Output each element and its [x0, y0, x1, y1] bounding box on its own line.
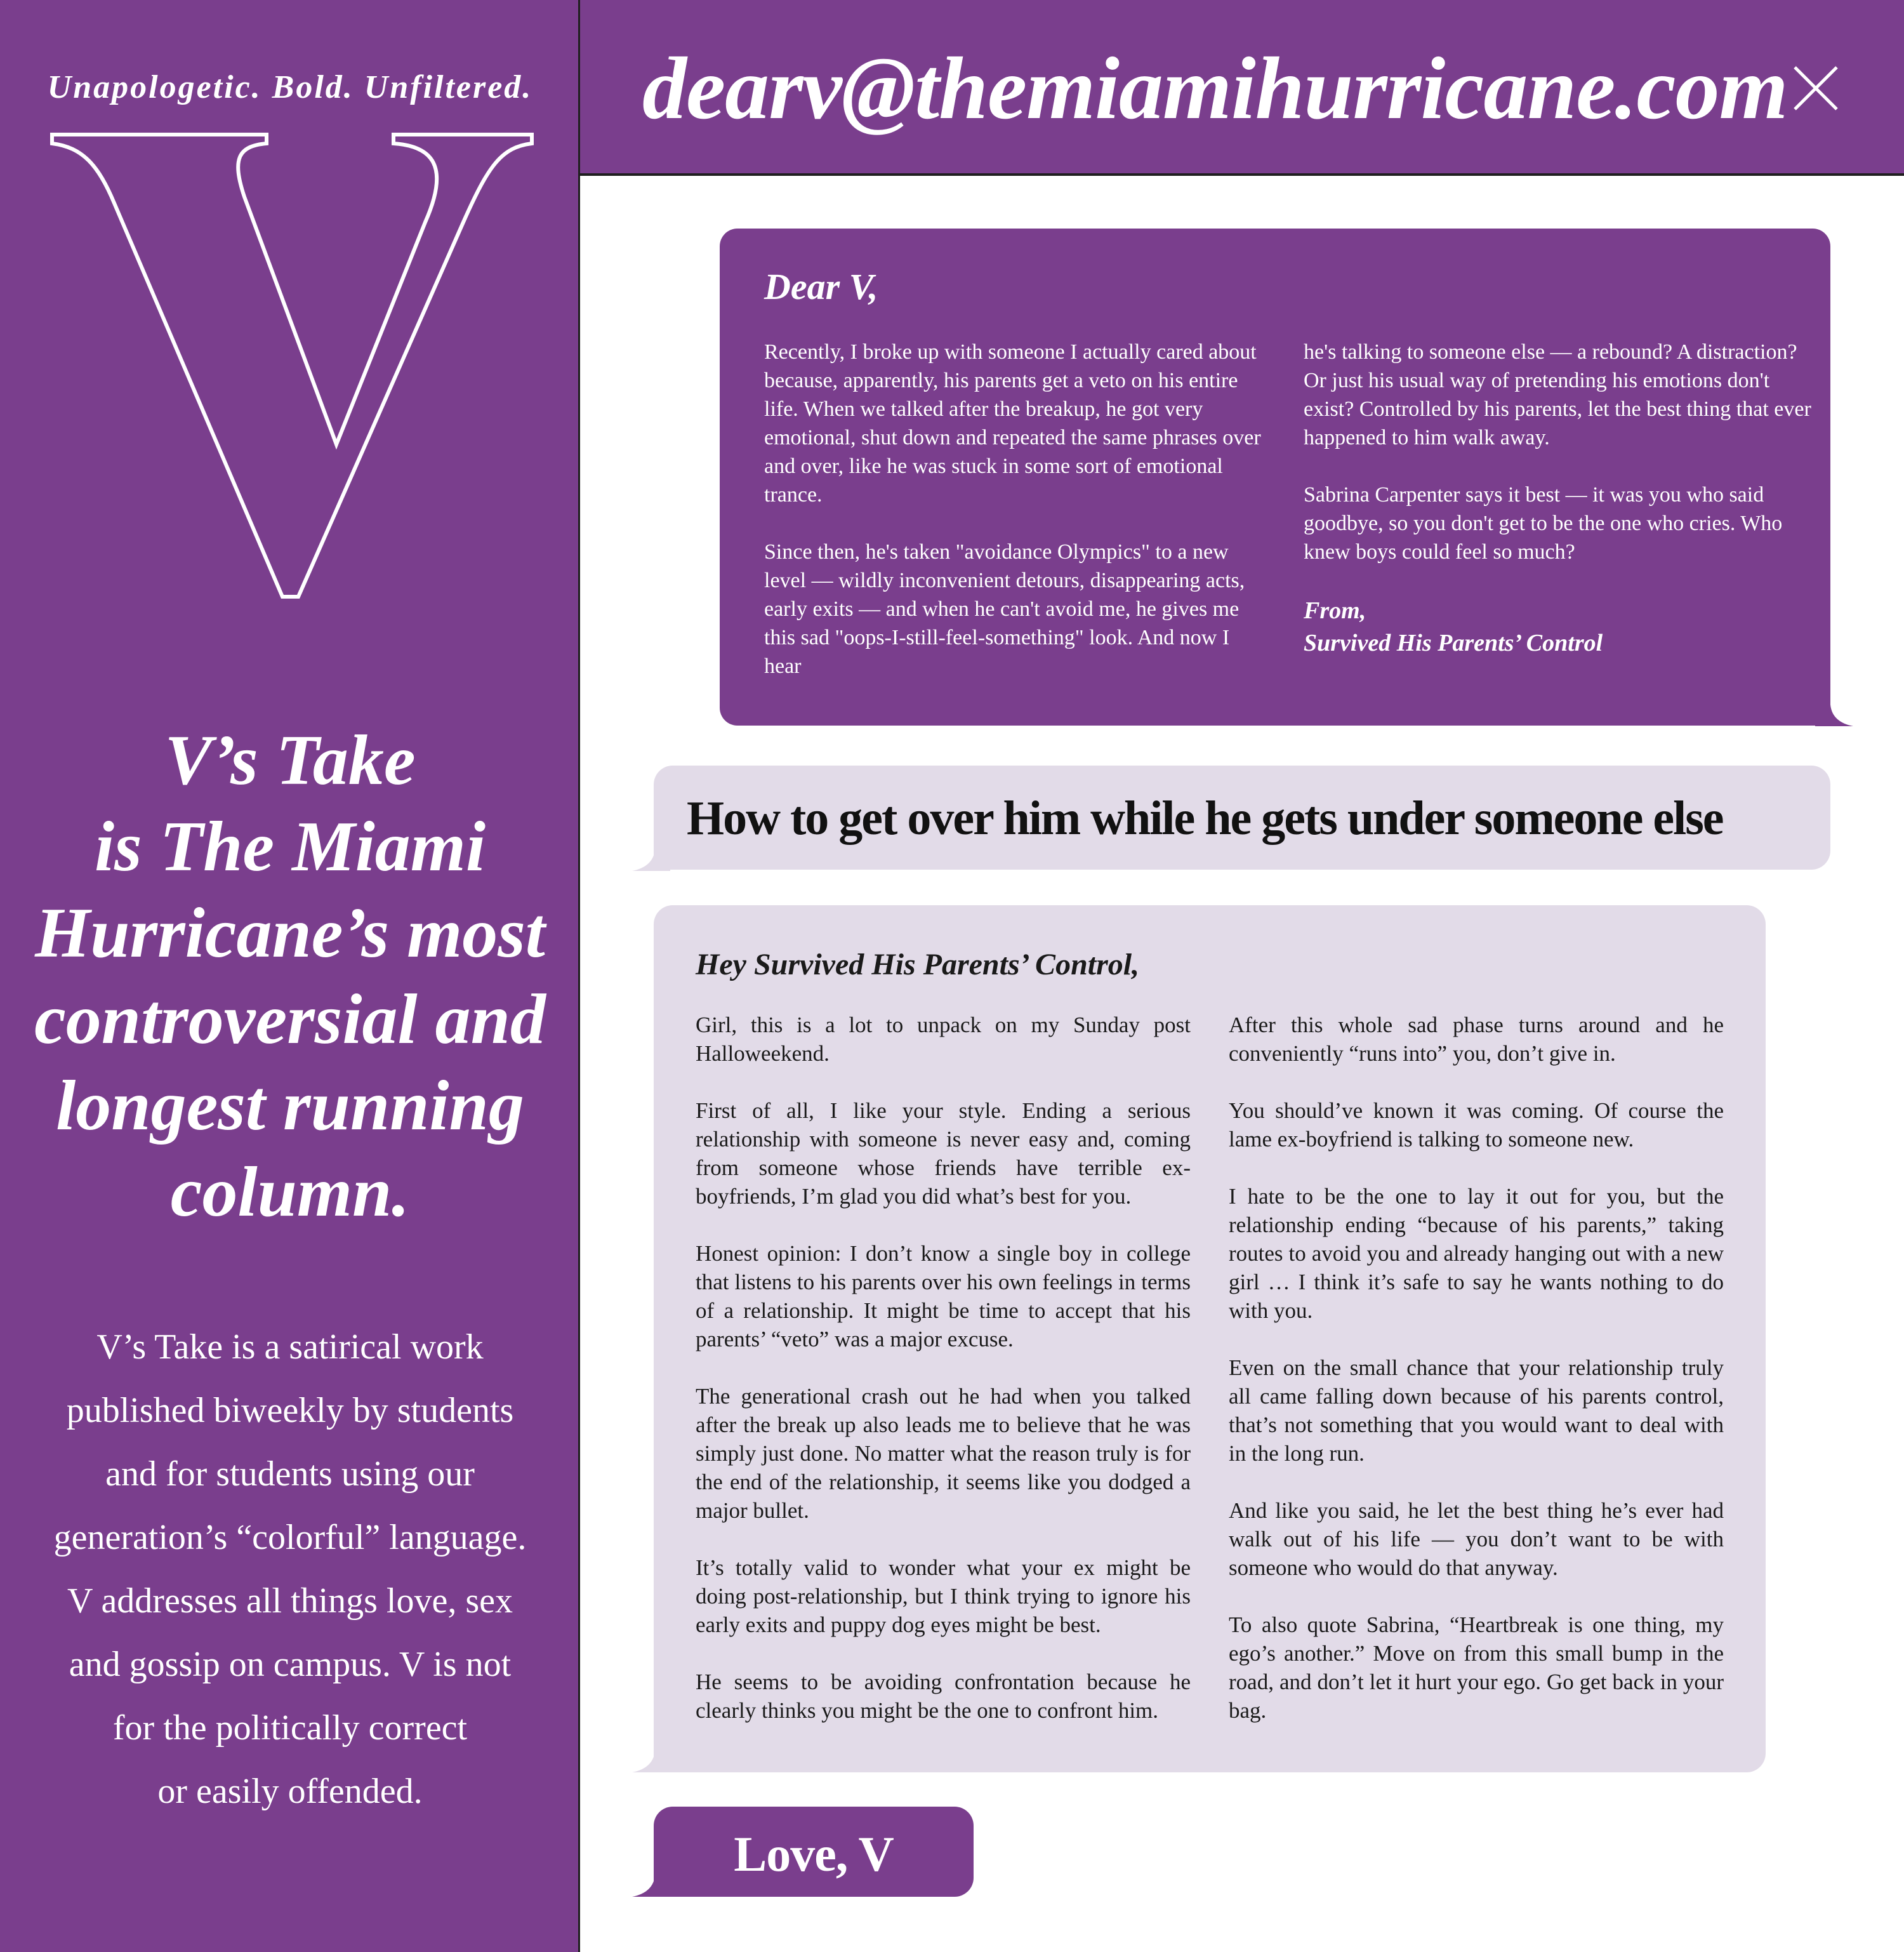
- about-line: for the politically correct: [112, 1708, 468, 1748]
- about-line: published biweekly by students: [66, 1391, 514, 1430]
- reply-paragraph: The generational crash out he had when you talked after the break up also leads me to believe that he was simply just done. No matter what the reason truly is for the end of the relationship, it seems like you dodged a major bullet.: [696, 1384, 1191, 1523]
- reply-paragraph: It’s totally valid to wonder what your ex might be doing post-relationship, but I think trying to ignore his early exits and puppy dog eyes might be best.: [696, 1555, 1191, 1637]
- reply-paragraph: To also quote Sabrina, “Heartbreak is one thing, my ego’s another.” Move on from this small bump in the road, and don’t let it hurt your ego. Go get back in your bag.: [1229, 1612, 1724, 1723]
- letter-signoff: [1304, 595, 1811, 660]
- reply-paragraph: Even on the small chance that your relationship truly all came falling down because of his parents control, that’s not something that you would want to deal with in the long run.: [1229, 1355, 1724, 1466]
- reply-paragraph: He seems to be avoiding confrontation because he clearly thinks you might be the one to confront him.: [696, 1670, 1191, 1723]
- signoff-bubble: [654, 1807, 974, 1897]
- letter-paragraph: he's talking to someone else — a rebound? A distraction? Or just his usual way of pretending his emotions don't exist? Controlled by his parents, let the best thing that ever happened to him walk away.: [1304, 340, 1811, 449]
- bubble-tail: [1815, 686, 1853, 726]
- reply-paragraph: First of all, I like your style. Ending a serious relationship with someone is never easy and, coming from someone whose friends have terrible ex-boyfriends, I’m glad you did what’s best for you.: [696, 1098, 1191, 1209]
- letter-column-left: [764, 338, 1272, 709]
- sidebar: [0, 0, 580, 1952]
- letter-paragraph: Recently, I broke up with someone I actually cared about because, apparently, his parents get a veto on his entire life. When we talked after the breakup, he got very emotional, shut down and repeated the same phrases over and over, like he was stuck in some sort of emotional trance.: [764, 340, 1261, 507]
- headline-line: is The Miami: [94, 807, 486, 886]
- about-line: or easily offended.: [157, 1772, 423, 1811]
- v-logo: [44, 127, 539, 603]
- signoff-from: From,: [1304, 597, 1366, 624]
- headline-line: controversial and: [34, 980, 546, 1059]
- reply-paragraph: After this whole sad phase turns around and he conveniently “runs into” you, don’t give in.: [1229, 1013, 1724, 1066]
- reply-paragraph: I hate to be the one to lay it out for you, but the relationship ending “because of his parents,” taking routes to avoid you and already hanging out with a new girl … I think it’s safe to say he wants nothing to do with you.: [1229, 1184, 1724, 1323]
- letter-greeting: Dear V,: [764, 266, 878, 307]
- signoff-name: Survived His Parents’ Control: [1304, 630, 1603, 656]
- advice-reply-bubble: [654, 905, 1766, 1772]
- letter-column-right: [1304, 338, 1811, 660]
- reply-paragraph: You should’ve known it was coming. Of course the lame ex-boyfriend is talking to someone new.: [1229, 1098, 1724, 1152]
- reply-paragraph: Honest opinion: I don’t know a single boy in college that listens to his parents over his own feelings in terms of a relationship. It might be time to accept that his parents’ “veto” was a major excuse.: [696, 1241, 1191, 1351]
- reply-greeting: Hey Survived His Parents’ Control,: [696, 948, 1140, 981]
- about-line: and gossip on campus. V is not: [69, 1645, 512, 1684]
- headline-line: longest running: [56, 1066, 524, 1145]
- article-headline: How to get over him while he gets under someone else: [687, 792, 1723, 845]
- email-address[interactable]: dearv@themiamihurricane.com: [642, 39, 1788, 138]
- letter-paragraph: Since then, he's taken "avoidance Olympics" to a new level — wildly inconvenient detours, disappearing acts, early exits — and when he can't avoid me, he gives me this sad "oops-I-still-feel-something" look. And now I hear: [764, 540, 1245, 678]
- tagline: Unapologetic. Bold. Unfiltered.: [47, 69, 533, 105]
- headline-line: Hurricane’s most: [35, 894, 545, 973]
- reply-column-right: [1229, 1011, 1724, 1753]
- column-about-text: [25, 1315, 555, 1823]
- column-description-headline: [13, 717, 567, 1235]
- about-line: V addresses all things love, sex: [67, 1581, 513, 1621]
- reply-paragraph: Girl, this is a lot to unpack on my Sunday post Halloweekend.: [696, 1013, 1191, 1066]
- headline-line: column.: [170, 1153, 410, 1232]
- about-line: and for students using our: [105, 1454, 475, 1494]
- reply-column-left: [696, 1011, 1191, 1753]
- headline-bubble: [654, 766, 1830, 870]
- reply-paragraph: And like you said, he let the best thing he’s ever had walk out of his life — you don’t want to be with someone who would do that anyway.: [1229, 1498, 1724, 1580]
- letter-paragraph: Sabrina Carpenter says it best — it was you who said goodbye, so you don't get to be the one who cries. Who knew boys could feel so much?: [1304, 483, 1783, 564]
- headline-line: V’s Take: [164, 721, 416, 800]
- signoff-text: Love, V: [734, 1826, 894, 1882]
- close-icon[interactable]: [1792, 65, 1839, 112]
- email-header: [580, 0, 1904, 176]
- reader-letter-bubble: [720, 229, 1830, 726]
- about-line: generation’s “colorful” language.: [53, 1518, 527, 1557]
- about-line: V’s Take is a satirical work: [96, 1327, 484, 1367]
